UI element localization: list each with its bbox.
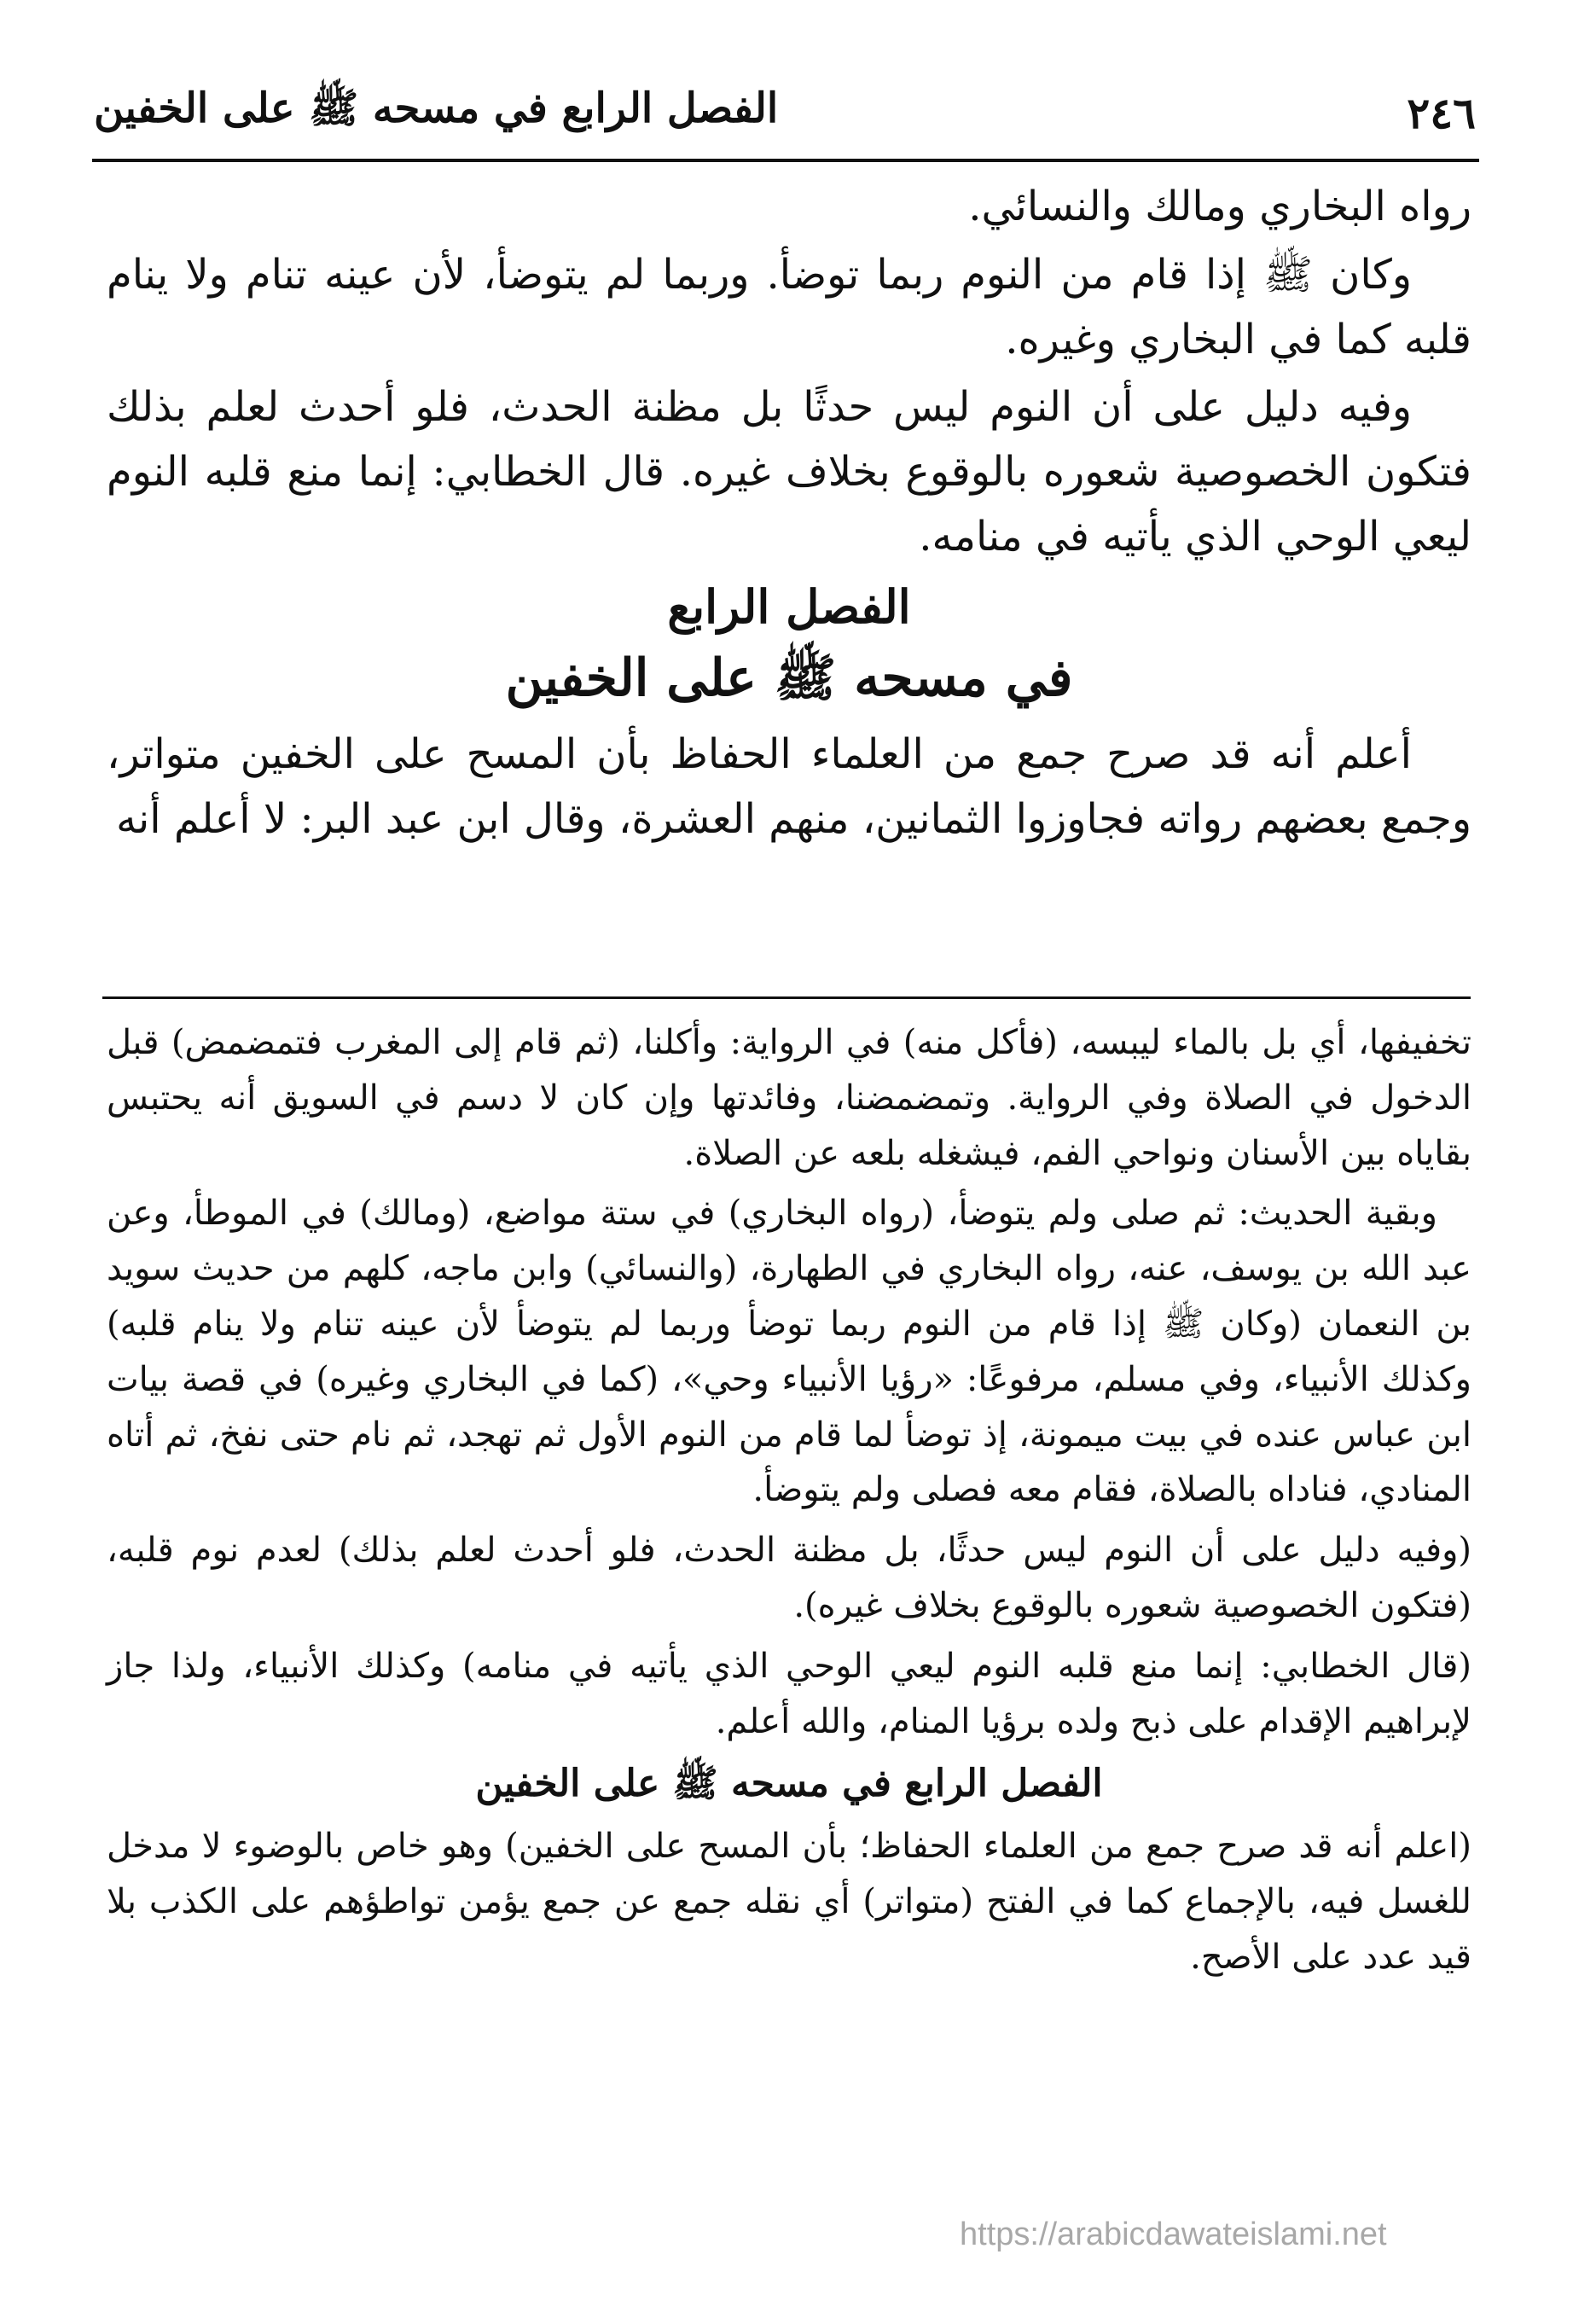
chapter-title: الفصل الرابع (667, 578, 911, 634)
page-number: ٢٤٦ (1407, 88, 1476, 138)
running-title: الفصل الرابع في مسحه ﷺ على الخفين (94, 84, 779, 132)
page-header (94, 73, 1476, 154)
commentary-paragraph: (قال الخطابي: إنما منع قلبه النوم ليعي الوحي الذي يأتيه في منامه) وكذلك الأنبياء، ولذا جاز لإبراهيم الإقدام على ذبح ولده برؤيا المنام، والله أعلم. (107, 1646, 1471, 1741)
main-paragraph: وكان ﷺ إذا قام من النوم ربما توضأ. وربما لم يتوضأ، لأن عينه تنام ولا ينام قلبه كما في البخاري وغيره. (107, 250, 1471, 363)
commentary-chapter-heading: الفصل الرابع في مسحه ﷺ على الخفين (475, 1762, 1103, 1806)
footnote-divider (102, 996, 1471, 999)
watermark-url: https://arabicdawateislami.net (960, 2217, 1387, 2252)
commentary-paragraph: (وفيه دليل على أن النوم ليس حدثًا، بل مظنة الحدث، فلو أحدث لعلم بذلك) لعدم نوم قلبه، (فتكون الخصوصية شعوره بالوقوع بخلاف غيره). (107, 1531, 1471, 1625)
main-paragraph: أعلم أنه قد صرح جمع من العلماء الحفاظ بأن المسح على الخفين متواتر، وجمع بعضهم رواته فجاوزوا الثمانين، منهم العشرة، وقال ابن عبد البر: لا أعلم أنه (107, 730, 1471, 844)
commentary-paragraph: تخفيفها، أي بل بالماء ليبسه، (فأكل منه) في الرواية: وأكلنا، (ثم قام إلى المغرب فتمضمض) قبل الدخول في الصلاة وفي الرواية. وتمضمضنا، وفائدتها وإن كان لا دسم في السويق أنه يحتبس بقاياه بين الأسنان ونواحي الفم، فيشغله بلعه عن الصلاة. (107, 1023, 1471, 1173)
commentary-paragraph: (اعلم أنه قد صرح جمع من العلماء الحفاظ؛ بأن المسح على الخفين) وهو خاص بالوضوء لا مدخل للغسل فيه، بالإجماع كما في الفتح (متواتر) أي نقله جمع عن جمع يؤمن تواطؤهم على الكذب بلا قيد عدد على الأصح. (107, 1826, 1471, 1977)
header-rule (92, 159, 1479, 162)
commentary-paragraph: وبقية الحديث: ثم صلى ولم يتوضأ، (رواه البخاري) في ستة مواضع، (ومالك) في الموطأ، وعن عبد الله بن يوسف، عنه، رواه البخاري في الطهارة، (والنسائي) وابن ماجه، كلهم من حديث سويد بن النعمان (وكان ﷺ إذا قام من النوم ربما توضأ وربما لم يتوضأ لأن عينه تنام ولا ينام قلبه) وكذلك الأنبياء، وفي مسلم، مرفوعًا: «رؤيا الأنبياء وحي»، (كما في البخاري وغيره) في قصة بيات ابن عباس عنده في بيت ميمونة، إذ توضأ لما قام من النوم الأول ثم تهجد، ثم نام حتى نفخ، ثم أتاه المنادي، فناداه بالصلاة، فقام معه فصلى ولم يتوضأ. (107, 1194, 1471, 1510)
main-paragraph: رواه البخاري ومالك والنسائي. (968, 183, 1471, 230)
commentary-section (107, 1015, 1471, 1990)
chapter-subtitle: في مسحه ﷺ على الخفين (505, 648, 1073, 709)
main-paragraph: وفيه دليل على أن النوم ليس حدثًا بل مظنة الحدث، فلو أحدث لعلم بذلك فتكون الخصوصية شعوره بالوقوع بخلاف غيره. قال الخطابي: إنما منع قلبه النوم ليعي الوحي الذي يأتيه في منامه. (107, 383, 1471, 561)
main-text (107, 175, 1471, 856)
